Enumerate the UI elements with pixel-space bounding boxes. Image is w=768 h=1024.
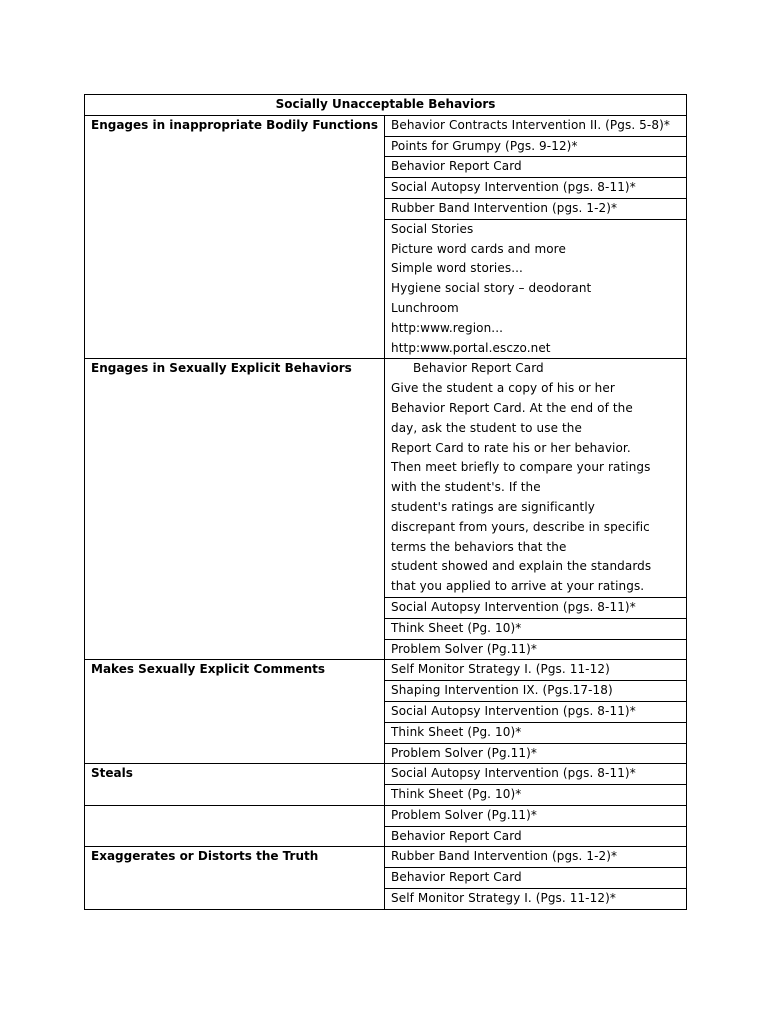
description-line: student's ratings are significantly: [391, 499, 595, 514]
table-row: [85, 359, 687, 598]
intervention-cell: Think Sheet (Pg. 10)*: [385, 785, 687, 806]
description-line: Then meet briefly to compare your ratings: [391, 460, 651, 475]
intervention-cell: Rubber Band Intervention (pgs. 1-2)*: [385, 198, 687, 219]
table-row: [85, 764, 687, 785]
description-line: Behavior Report Card. At the end of the: [391, 400, 633, 415]
table-row: [85, 847, 687, 868]
report-card-description-cell: [385, 359, 687, 598]
intervention-cell: Shaping Intervention IX. (Pgs.17-18): [385, 681, 687, 702]
description-line: student showed and explain the standards: [391, 559, 652, 574]
intervention-cell: Think Sheet (Pg. 10)*: [385, 618, 687, 639]
resource-line: Lunchroom: [391, 300, 459, 315]
empty-category-cell: [85, 805, 385, 847]
intervention-cell: Points for Grumpy (Pgs. 9-12)*: [385, 136, 687, 157]
intervention-cell: Social Autopsy Intervention (pgs. 8-11)*: [385, 178, 687, 199]
intervention-cell: Behavior Report Card: [385, 157, 687, 178]
table-row: [85, 660, 687, 681]
resources-cell: [385, 219, 687, 359]
behaviors-table: [84, 94, 687, 910]
resource-line: Picture word cards and more: [391, 241, 566, 256]
intervention-cell: Self Monitor Strategy I. (Pgs. 11-12)*: [385, 889, 687, 910]
intervention-cell: Behavior Report Card: [385, 826, 687, 847]
intervention-cell: Behavior Report Card: [385, 868, 687, 889]
intervention-cell: Social Autopsy Intervention (pgs. 8-11)*: [385, 701, 687, 722]
category-sexual-behaviors: Engages in Sexually Explicit Behaviors: [85, 359, 385, 660]
table-row: [85, 805, 687, 826]
intervention-cell: Behavior Contracts Intervention II. (Pgs. 5-8)*: [385, 115, 687, 136]
intervention-cell: Problem Solver (Pg.11)*: [385, 743, 687, 764]
category-distorts-truth: Exaggerates or Distorts the Truth: [85, 847, 385, 909]
resource-link: http:www.region...: [391, 320, 504, 335]
intervention-cell: Social Autopsy Intervention (pgs. 8-11)*: [385, 597, 687, 618]
table-row: [85, 115, 687, 136]
intervention-cell: Problem Solver (Pg.11)*: [385, 805, 687, 826]
intervention-cell: Rubber Band Intervention (pgs. 1-2)*: [385, 847, 687, 868]
resource-line: Simple word stories...: [391, 261, 523, 276]
category-sexual-comments: Makes Sexually Explicit Comments: [85, 660, 385, 764]
resource-line: Social Stories: [391, 221, 474, 236]
description-line: with the student's. If the: [391, 480, 541, 495]
resource-line: Hygiene social story – deodorant: [391, 281, 592, 296]
description-line: Report Card to rate his or her behavior.: [391, 440, 631, 455]
category-steals: Steals: [85, 764, 385, 806]
intervention-cell: Self Monitor Strategy I. (Pgs. 11-12): [385, 660, 687, 681]
title-row: [85, 95, 687, 116]
category-bodily-functions: Engages in inappropriate Bodily Functions: [85, 115, 385, 359]
intervention-cell: Social Autopsy Intervention (pgs. 8-11)*: [385, 764, 687, 785]
description-line: day, ask the student to use the: [391, 420, 582, 435]
description-line: that you applied to arrive at your ratings.: [391, 579, 645, 594]
description-heading: Behavior Report Card: [413, 361, 544, 376]
resource-link: http:www.portal.esczo.net: [391, 340, 551, 355]
description-line: discrepant from yours, describe in specific: [391, 519, 650, 534]
table-title: Socially Unacceptable Behaviors: [85, 95, 687, 116]
intervention-cell: Problem Solver (Pg.11)*: [385, 639, 687, 660]
description-line: Give the student a copy of his or her: [391, 381, 615, 396]
description-line: terms the behaviors that the: [391, 539, 567, 554]
intervention-cell: Think Sheet (Pg. 10)*: [385, 722, 687, 743]
